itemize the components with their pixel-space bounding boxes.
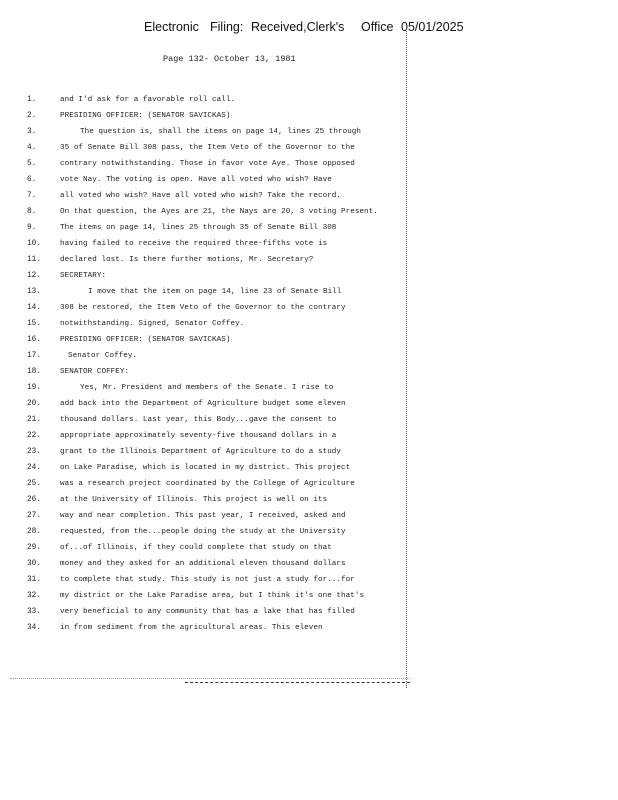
line-text: very beneficial to any community that has a lake that has filled (60, 608, 355, 616)
transcript-line (0, 480, 618, 494)
transcript-line (0, 592, 618, 606)
line-text: add back into the Department of Agriculture budget some eleven (60, 400, 346, 408)
scan-noise-line (10, 678, 410, 693)
transcript-line (0, 208, 618, 222)
transcript-line (0, 368, 618, 382)
line-text: at the University of Illinois. This project is well on its (60, 496, 328, 504)
line-text: way and near completion. This past year, I received, asked and (60, 512, 346, 520)
line-text: was a research project coordinated by the College of Agriculture (60, 480, 355, 488)
transcript-line (0, 128, 618, 142)
stamp-date: 05/01/2025 (401, 20, 464, 34)
transcript-line (0, 144, 618, 158)
scan-noise-dashes (185, 682, 410, 685)
transcript-line (0, 272, 618, 286)
line-number: 25. (27, 480, 42, 488)
transcript-line (0, 400, 618, 414)
line-text: my district or the Lake Paradise area, but I think it's one that's (60, 592, 365, 600)
line-text: appropriate approximately seventy-five thousand dollars in a (60, 432, 337, 440)
line-number: 30. (27, 560, 42, 568)
transcript-line (0, 432, 618, 446)
line-text: notwithstanding. Signed, Senator Coffey. (60, 320, 245, 328)
line-number: 15. (27, 320, 42, 328)
stamp-office: Office (361, 20, 394, 34)
transcript-line (0, 192, 618, 206)
line-number: 31. (27, 576, 42, 584)
line-text: in from sediment from the agricultural areas. This eleven (60, 624, 323, 632)
line-number: 34. (27, 624, 42, 632)
transcript-line (0, 496, 618, 510)
transcript-line (0, 320, 618, 334)
line-text: The question is, shall the items on page 14, lines 25 through (80, 128, 362, 136)
line-text: Yes, Mr. President and members of the Senate. I rise to (80, 384, 334, 392)
transcript-line (0, 112, 618, 126)
line-number: 5. (27, 160, 37, 168)
transcript-line (0, 176, 618, 190)
line-number: 26. (27, 496, 42, 504)
line-number: 12. (27, 272, 42, 280)
line-text: 35 of Senate Bill 308 pass, the Item Veto of the Governor to the (60, 144, 355, 152)
line-number: 28. (27, 528, 42, 536)
transcript-line (0, 624, 618, 638)
line-number: 23. (27, 448, 42, 456)
line-number: 29. (27, 544, 42, 552)
line-text: contrary notwithstanding. Those in favor vote Aye. Those opposed (60, 160, 355, 168)
line-number: 6. (27, 176, 37, 184)
line-number: 17. (27, 352, 42, 360)
line-text: On that question, the Ayes are 21, the Nays are 20, 3 voting Present. (60, 208, 378, 216)
stamp-received: Received,Clerk's (251, 20, 345, 34)
line-text: to complete that study. This study is not just a study for...for (60, 576, 355, 584)
line-text: all voted who wish? Have all voted who wish? Take the record. (60, 192, 342, 200)
line-text: grant to the Illinois Department of Agriculture to do a study (60, 448, 342, 456)
line-number: 10. (27, 240, 42, 248)
line-text: SECRETARY: (60, 272, 107, 280)
transcript-line (0, 544, 618, 558)
line-text: and I'd ask for a favorable roll call. (60, 96, 236, 104)
transcript-line (0, 384, 618, 398)
stamp-filing: Filing: (210, 20, 244, 34)
line-text: requested, from the...people doing the study at the University (60, 528, 346, 536)
line-number: 27. (27, 512, 42, 520)
transcript-line (0, 448, 618, 462)
transcript-line (0, 528, 618, 542)
line-number: 16. (27, 336, 42, 344)
line-number: 9. (27, 224, 37, 232)
line-text: having failed to receive the required three-fifths vote is (60, 240, 328, 248)
line-text: on Lake Paradise, which is located in my district. This project (60, 464, 351, 472)
line-number: 7. (27, 192, 37, 200)
transcript-line (0, 240, 618, 254)
line-number: 24. (27, 464, 42, 472)
line-number: 4. (27, 144, 37, 152)
transcript-line (0, 560, 618, 574)
line-text: vote Nay. The voting is open. Have all voted who wish? Have (60, 176, 332, 184)
line-text: Senator Coffey. (68, 352, 138, 360)
line-text: money and they asked for an additional eleven thousand dollars (60, 560, 346, 568)
stamp-electronic: Electronic (144, 20, 199, 34)
line-number: 3. (27, 128, 37, 136)
page-header: Page 132- October 13, 1981 (163, 54, 296, 64)
transcript-line (0, 608, 618, 622)
transcript-line (0, 224, 618, 238)
line-number: 1. (27, 96, 37, 104)
line-number: 20. (27, 400, 42, 408)
line-number: 19. (27, 384, 42, 392)
line-number: 11. (27, 256, 42, 264)
line-text: 308 be restored, the Item Veto of the Governor to the contrary (60, 304, 346, 312)
transcript-line (0, 256, 618, 270)
line-number: 14. (27, 304, 42, 312)
transcript-line (0, 160, 618, 174)
transcript-line (0, 416, 618, 430)
line-text: SENATOR COFFEY: (60, 368, 130, 376)
line-number: 22. (27, 432, 42, 440)
line-number: 13. (27, 288, 42, 296)
line-number: 33. (27, 608, 42, 616)
transcript-line (0, 336, 618, 350)
transcript-line (0, 352, 618, 366)
line-text: I move that the item on page 14, line 23 of Senate Bill (88, 288, 342, 296)
line-number: 32. (27, 592, 42, 600)
line-number: 8. (27, 208, 37, 216)
line-number: 18. (27, 368, 42, 376)
line-text: declared lost. Is there further motions, Mr. Secretary? (60, 256, 314, 264)
transcript-line (0, 96, 618, 110)
line-text: PRESIDING OFFICER: (SENATOR SAVICKAS) (60, 336, 231, 344)
line-number: 21. (27, 416, 42, 424)
line-text: thousand dollars. Last year, this Body...gave the consent to (60, 416, 337, 424)
line-text: PRESIDING OFFICER: (SENATOR SAVICKAS) (60, 112, 231, 120)
line-text: of...of Illinois, if they could complete that study on that (60, 544, 332, 552)
transcript-line (0, 304, 618, 318)
transcript-line (0, 576, 618, 590)
line-text: The items on page 14, lines 25 through 35 of Senate Bill 308 (60, 224, 337, 232)
transcript-line (0, 288, 618, 302)
transcript-line (0, 512, 618, 526)
transcript-line (0, 464, 618, 478)
line-number: 2. (27, 112, 37, 120)
